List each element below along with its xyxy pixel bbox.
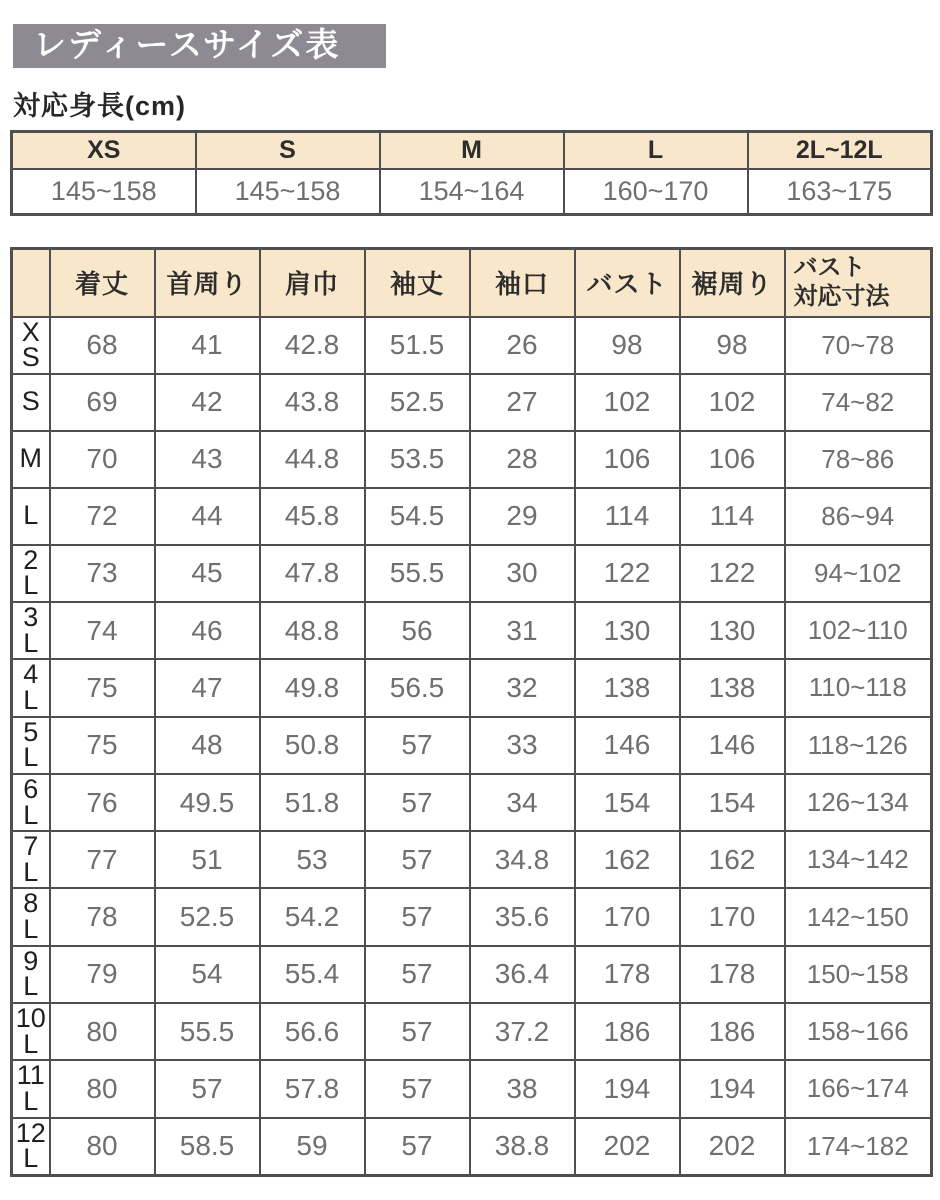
row-label [12, 1060, 50, 1117]
value-cell: 44 [155, 488, 260, 545]
size-col-header: バスト [575, 249, 680, 317]
value-cell: 106 [575, 431, 680, 488]
value-cell: 56.5 [365, 659, 470, 716]
value-cell: 94~102 [785, 545, 932, 602]
row-label [12, 659, 50, 716]
value-cell: 134~142 [785, 831, 932, 888]
value-cell: 35.6 [470, 888, 575, 945]
value-cell: 32 [470, 659, 575, 716]
value-cell: 57 [365, 1003, 470, 1060]
row-label-line: 4 [23, 659, 39, 690]
value-cell: 51.5 [365, 317, 470, 374]
value-cell: 38.8 [470, 1118, 575, 1176]
value-cell: 34 [470, 774, 575, 831]
value-cell: 130 [680, 602, 785, 659]
row-label: S [12, 374, 50, 431]
value-cell: 51.8 [260, 774, 365, 831]
value-cell: 138 [680, 659, 785, 716]
value-cell: 178 [575, 946, 680, 1003]
row-label [12, 946, 50, 1003]
row-label-line: 6 [23, 773, 39, 804]
corner-cell [12, 249, 50, 317]
value-cell: 46 [155, 602, 260, 659]
row-label-line: L [23, 799, 39, 830]
row-label [12, 602, 50, 659]
value-cell: 48 [155, 717, 260, 774]
value-cell: 138 [575, 659, 680, 716]
value-cell: 33 [470, 717, 575, 774]
value-cell: 114 [680, 488, 785, 545]
value-cell: 194 [680, 1060, 785, 1117]
value-cell: 114 [575, 488, 680, 545]
value-cell: 130 [575, 602, 680, 659]
value-cell: 57 [365, 831, 470, 888]
table-row [12, 545, 932, 602]
size-col-header-line: 対応寸法 [793, 282, 890, 310]
table-row [12, 1118, 932, 1176]
value-cell: 202 [680, 1118, 785, 1176]
row-label-line: L [23, 570, 39, 601]
row-label-line: L [23, 1143, 39, 1174]
value-cell: 30 [470, 545, 575, 602]
size-table-body [12, 317, 932, 1176]
row-label-line: 8 [23, 888, 39, 919]
value-cell: 73 [50, 545, 155, 602]
row-label-line: L [23, 742, 39, 773]
size-col-header: 裾周り [680, 249, 785, 317]
row-label: M [12, 431, 50, 488]
height-table-header-row [12, 132, 932, 169]
row-label: L [12, 488, 50, 545]
value-cell: 54.5 [365, 488, 470, 545]
value-cell: 42.8 [260, 317, 365, 374]
value-cell: 80 [50, 1060, 155, 1117]
value-cell: 44.8 [260, 431, 365, 488]
value-cell: 69 [50, 374, 155, 431]
row-label [12, 831, 50, 888]
value-cell: 77 [50, 831, 155, 888]
row-label-line: 9 [23, 945, 39, 976]
value-cell: 68 [50, 317, 155, 374]
value-cell: 56.6 [260, 1003, 365, 1060]
height-col-header: XS [12, 132, 196, 169]
value-cell: 55.4 [260, 946, 365, 1003]
value-cell: 59 [260, 1118, 365, 1176]
value-cell: 51 [155, 831, 260, 888]
table-row [12, 317, 932, 374]
value-cell: 154 [680, 774, 785, 831]
value-cell: 57 [365, 1118, 470, 1176]
table-row [12, 602, 932, 659]
row-label-line: 10 [15, 1003, 46, 1034]
value-cell: 170 [680, 888, 785, 945]
value-cell: 102~110 [785, 602, 932, 659]
value-cell: 170 [575, 888, 680, 945]
value-cell: 174~182 [785, 1118, 932, 1176]
row-label-line: 7 [23, 831, 39, 862]
value-cell: 150~158 [785, 946, 932, 1003]
table-row [12, 431, 932, 488]
value-cell: 54 [155, 946, 260, 1003]
value-cell: 178 [680, 946, 785, 1003]
height-table-value-row [12, 169, 932, 215]
height-col-header: 2L~12L [748, 132, 932, 169]
row-label-line: L [23, 1085, 39, 1116]
value-cell: 29 [470, 488, 575, 545]
size-col-header-line: バスト [793, 253, 866, 281]
size-col-header: 袖丈 [365, 249, 470, 317]
row-label [12, 545, 50, 602]
value-cell: 142~150 [785, 888, 932, 945]
value-cell: 102 [575, 374, 680, 431]
size-table-header-row [12, 249, 932, 317]
value-cell: 55.5 [155, 1003, 260, 1060]
value-cell: 75 [50, 717, 155, 774]
value-cell: 110~118 [785, 659, 932, 716]
size-table [10, 247, 933, 1177]
row-label-line: L [23, 684, 39, 715]
value-cell: 58.5 [155, 1118, 260, 1176]
table-row [12, 488, 932, 545]
value-cell: 43.8 [260, 374, 365, 431]
value-cell: 86~94 [785, 488, 932, 545]
value-cell: 146 [680, 717, 785, 774]
value-cell: 48.8 [260, 602, 365, 659]
table-row [12, 1060, 932, 1117]
height-value-cell: 163~175 [748, 169, 932, 215]
row-label [12, 1003, 50, 1060]
value-cell: 158~166 [785, 1003, 932, 1060]
value-cell: 26 [470, 317, 575, 374]
value-cell: 202 [575, 1118, 680, 1176]
value-cell: 55.5 [365, 545, 470, 602]
value-cell: 28 [470, 431, 575, 488]
value-cell: 118~126 [785, 717, 932, 774]
value-cell: 52.5 [155, 888, 260, 945]
value-cell: 52.5 [365, 374, 470, 431]
value-cell: 78~86 [785, 431, 932, 488]
value-cell: 49.5 [155, 774, 260, 831]
row-label [12, 717, 50, 774]
row-label-line: 3 [23, 602, 39, 633]
row-label-line: 5 [23, 716, 39, 747]
value-cell: 122 [680, 545, 785, 602]
value-cell: 79 [50, 946, 155, 1003]
value-cell: 47.8 [260, 545, 365, 602]
value-cell: 31 [470, 602, 575, 659]
size-col-header: 袖口 [470, 249, 575, 317]
value-cell: 78 [50, 888, 155, 945]
value-cell: 75 [50, 659, 155, 716]
value-cell: 162 [575, 831, 680, 888]
height-table [10, 130, 933, 216]
height-value-cell: 154~164 [380, 169, 564, 215]
value-cell: 186 [575, 1003, 680, 1060]
value-cell: 57 [365, 717, 470, 774]
value-cell: 53.5 [365, 431, 470, 488]
value-cell: 41 [155, 317, 260, 374]
value-cell: 57 [365, 946, 470, 1003]
height-col-header: L [564, 132, 748, 169]
value-cell: 72 [50, 488, 155, 545]
row-label-line: L [23, 856, 39, 887]
value-cell: 162 [680, 831, 785, 888]
table-row [12, 374, 932, 431]
value-cell: 36.4 [470, 946, 575, 1003]
value-cell: 54.2 [260, 888, 365, 945]
size-col-header [785, 249, 932, 317]
value-cell: 154 [575, 774, 680, 831]
row-label-line: X [21, 316, 40, 347]
value-cell: 166~174 [785, 1060, 932, 1117]
value-cell: 42 [155, 374, 260, 431]
value-cell: 57 [365, 888, 470, 945]
row-label-line: 2 [23, 544, 39, 575]
value-cell: 47 [155, 659, 260, 716]
value-cell: 49.8 [260, 659, 365, 716]
height-value-cell: 145~158 [196, 169, 380, 215]
value-cell: 57 [155, 1060, 260, 1117]
table-row [12, 946, 932, 1003]
value-cell: 186 [680, 1003, 785, 1060]
value-cell: 45.8 [260, 488, 365, 545]
height-section-label: 対応身長(cm) [13, 91, 187, 121]
row-label [12, 1118, 50, 1176]
value-cell: 70 [50, 431, 155, 488]
value-cell: 50.8 [260, 717, 365, 774]
value-cell: 27 [470, 374, 575, 431]
height-col-header: S [196, 132, 380, 169]
value-cell: 194 [575, 1060, 680, 1117]
value-cell: 57.8 [260, 1060, 365, 1117]
value-cell: 74 [50, 602, 155, 659]
table-row [12, 831, 932, 888]
row-label [12, 888, 50, 945]
value-cell: 37.2 [470, 1003, 575, 1060]
value-cell: 34.8 [470, 831, 575, 888]
value-cell: 98 [575, 317, 680, 374]
size-col-header: 肩巾 [260, 249, 365, 317]
value-cell: 56 [365, 602, 470, 659]
value-cell: 102 [680, 374, 785, 431]
value-cell: 38 [470, 1060, 575, 1117]
value-cell: 57 [365, 1060, 470, 1117]
value-cell: 45 [155, 545, 260, 602]
row-label-line: S [21, 342, 40, 373]
page-title: レディースサイズ表 [13, 24, 386, 68]
row-label-line: 12 [15, 1117, 46, 1148]
value-cell: 70~78 [785, 317, 932, 374]
table-row [12, 774, 932, 831]
value-cell: 53 [260, 831, 365, 888]
row-label [12, 317, 50, 374]
table-row [12, 888, 932, 945]
row-label-line: L [23, 971, 39, 1002]
size-col-header: 着丈 [50, 249, 155, 317]
value-cell: 43 [155, 431, 260, 488]
row-label-line: L [23, 627, 39, 658]
value-cell: 126~134 [785, 774, 932, 831]
value-cell: 80 [50, 1003, 155, 1060]
value-cell: 80 [50, 1118, 155, 1176]
value-cell: 122 [575, 545, 680, 602]
table-row [12, 659, 932, 716]
row-label-line: L [23, 914, 39, 945]
row-label-line: 11 [16, 1060, 45, 1091]
height-col-header: M [380, 132, 564, 169]
value-cell: 98 [680, 317, 785, 374]
height-value-cell: 145~158 [12, 169, 196, 215]
row-label [12, 774, 50, 831]
value-cell: 57 [365, 774, 470, 831]
height-value-cell: 160~170 [564, 169, 748, 215]
value-cell: 106 [680, 431, 785, 488]
value-cell: 146 [575, 717, 680, 774]
table-row [12, 1003, 932, 1060]
value-cell: 76 [50, 774, 155, 831]
table-row [12, 717, 932, 774]
size-col-header: 首周り [155, 249, 260, 317]
value-cell: 74~82 [785, 374, 932, 431]
row-label-line: L [23, 1028, 39, 1059]
